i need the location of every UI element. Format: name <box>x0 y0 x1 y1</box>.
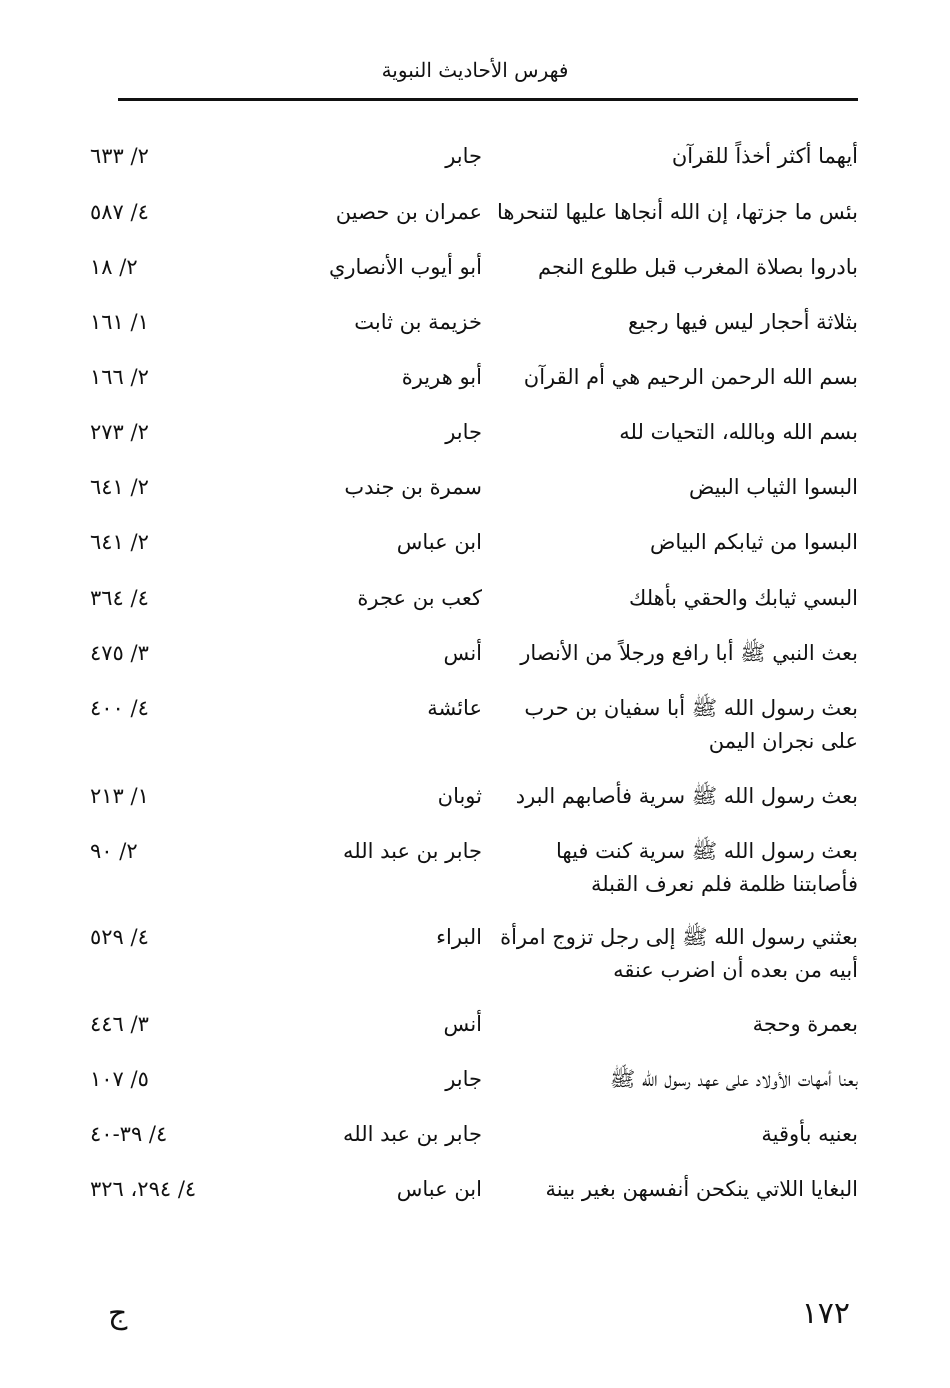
hadith-text: بثلاثة أحجار ليس فيها رجيع <box>627 310 858 334</box>
narrator: جابر <box>445 144 482 168</box>
narrator: عائشة <box>427 696 482 720</box>
narrator: كعب بن عجرة <box>357 586 482 610</box>
hadith-text: بعمرة وحجة <box>752 1012 858 1036</box>
reference: ١/ ١٦١ <box>90 310 149 334</box>
hadith-text: البسوا الثياب البيض <box>688 475 858 499</box>
reference: ١/ ٢١٣ <box>90 784 149 808</box>
signature-mark: ج <box>108 1296 128 1331</box>
hadith-text: البغايا اللاتي ينكحن أنفسهن بغير بينة <box>545 1177 858 1201</box>
narrator: أنس <box>443 1012 482 1036</box>
reference: ٢/ ١٦٦ <box>90 365 149 389</box>
reference: ٢/ ٦٣٣ <box>90 144 149 168</box>
reference: ٣/ ٤٤٦ <box>90 1012 149 1036</box>
reference: ٥/ ١٠٧ <box>90 1067 149 1091</box>
hadith-text: بعث رسول الله ﷺ سرية كنت فيها فأصابتنا ظلمة فلم نعرف القبلة <box>556 839 858 896</box>
hadith-text: البسوا من ثيابكم البياض <box>650 530 858 554</box>
page-number: ١٧٢ <box>801 1296 850 1331</box>
reference: ٢/ ٢٧٣ <box>90 420 149 444</box>
reference: ٤/ ٤٠٠ <box>90 696 149 720</box>
hadith-text: البسي ثيابك والحقي بأهلك <box>629 586 858 610</box>
narrator: أبو هريرة <box>401 365 482 389</box>
page-title: فهرس الأحاديث النبوية <box>381 58 569 82</box>
reference: ٢/ ٩٠ <box>90 839 138 863</box>
narrator: جابر بن عبد الله <box>342 1122 482 1146</box>
hadith-text: بئس ما جزتها، إن الله أنجاها عليها لتنحرها <box>497 200 858 224</box>
hadith-text: بادروا بصلاة المغرب قبل طلوع النجم <box>538 255 858 279</box>
narrator: ثوبان <box>437 784 482 808</box>
reference: ٢/ ١٨ <box>90 255 138 279</box>
reference: ٢/ ٦٤١ <box>90 530 149 554</box>
hadith-text: بعث رسول الله ﷺ أبا سفيان بن حرب على نجران اليمن <box>524 696 858 753</box>
narrator: جابر <box>445 1067 482 1091</box>
header-rule <box>118 98 858 101</box>
hadith-text: بعث رسول الله ﷺ سرية فأصابهم البرد <box>515 784 858 808</box>
reference: ٤/ ٥٨٧ <box>90 200 149 224</box>
reference: ٤/ ٣٦٤ <box>90 586 149 610</box>
hadith-text: أيهما أكثر أخذاً للقرآن <box>671 144 858 168</box>
hadith-text: بسم الله وبالله، التحيات لله <box>619 420 858 444</box>
reference: ٣/ ٤٧٥ <box>90 641 149 665</box>
narrator: جابر <box>445 420 482 444</box>
hadith-text: بعثني رسول الله ﷺ إلى رجل تزوج امرأة أبيه من بعده أن اضرب عنقه <box>500 925 858 982</box>
hadith-text: بعنا أمهات الأولاد على عهد رسول الله ﷺ <box>609 1067 858 1091</box>
hadith-text: بعث النبي ﷺ أبا رافع ورجلاً من الأنصار <box>520 641 858 665</box>
narrator: أنس <box>443 641 482 665</box>
narrator: البراء <box>436 925 482 949</box>
hadith-text: بسم الله الرحمن الرحيم هي أم القرآن <box>523 365 858 389</box>
narrator: ابن عباس <box>396 1177 482 1201</box>
hadith-text: بعنيه بأوقية <box>761 1122 858 1146</box>
narrator: أبو أيوب الأنصاري <box>328 255 482 279</box>
narrator: جابر بن عبد الله <box>342 839 482 863</box>
reference: ٤/ ٣٩-٤٠ <box>90 1122 168 1146</box>
narrator: عمران بن حصين <box>335 200 482 224</box>
reference: ٤/ ٥٢٩ <box>90 925 149 949</box>
narrator: سمرة بن جندب <box>344 475 482 499</box>
narrator: ابن عباس <box>396 530 482 554</box>
narrator: خزيمة بن ثابت <box>354 310 482 334</box>
reference: ٢/ ٦٤١ <box>90 475 149 499</box>
reference: ٤/ ٢٩٤، ٣٢٦ <box>90 1177 197 1201</box>
